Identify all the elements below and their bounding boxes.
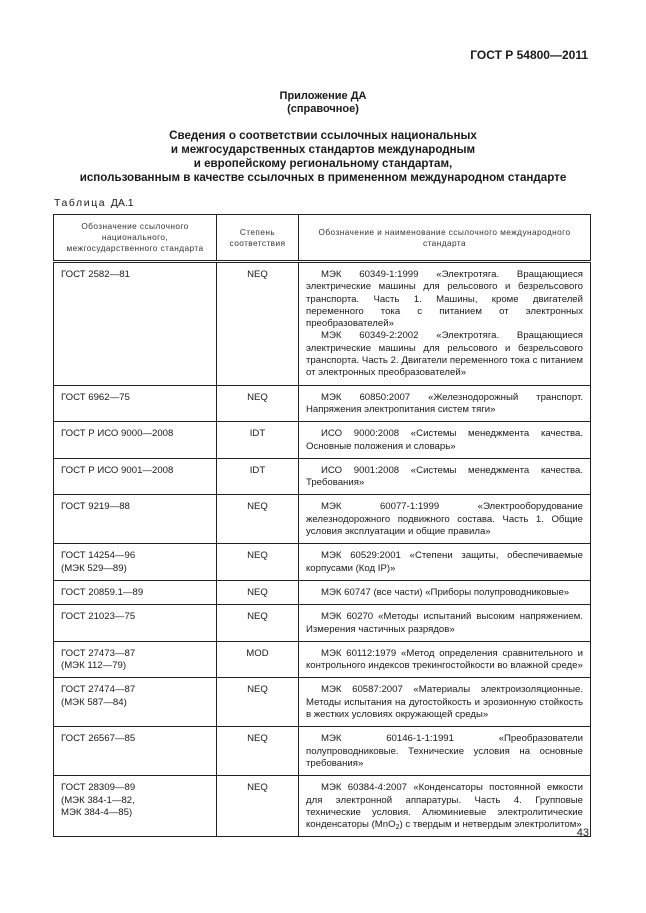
column-header-degree: Степень соответствия [217, 215, 299, 262]
table-row [54, 422, 591, 459]
table-row [54, 727, 591, 776]
heading-line: и европейскому региональному стандартам, [193, 157, 453, 170]
international-standard-cell: ИСО 9001:2008 «Системы менеджмента качества. Требования» [299, 458, 591, 495]
international-standard-cell: МЭК 60747 (все части) «Приборы полупроводниковые» [299, 580, 591, 604]
table-row [54, 776, 591, 837]
national-standard-cell: ГОСТ 28309—89 (МЭК 384-1—82, МЭК 384-4—85) [54, 776, 217, 837]
international-standard-cell: МЭК 60077-1:1999 «Электрооборудование железнодорожного подвижного состава. Часть 1. Общие условия эксплуатации и общие правила» [299, 495, 591, 544]
degree-cell: MOD [217, 641, 299, 678]
table-caption-word: Таблица [54, 197, 107, 209]
degree-cell: NEQ [217, 727, 299, 776]
international-standard-cell: МЭК 60270 «Методы испытаний высоким напряжением. Измерения частичных разрядов» [299, 605, 591, 642]
appendix-title: Приложение ДА [279, 90, 367, 102]
international-standard-cell: МЭК 60146-1-1:1991 «Преобразователи полупроводниковые. Технические условия на основные требования» [299, 727, 591, 776]
section-heading [0, 129, 646, 185]
international-standard-cell: МЭК 60850:2007 «Железнодорожный транспорт. Напряжения электропитания систем тяги» [299, 385, 591, 422]
heading-line: Сведения о соответствии ссылочных национальных [169, 129, 477, 142]
table-row [54, 678, 591, 727]
degree-cell: NEQ [217, 776, 299, 837]
international-standard-cell: МЭК 60112:1979 «Метод определения сравнительного и контрольного индексов трекингостойкости во влажной среде» [299, 641, 591, 678]
international-standard-cell: МЭК 60587:2007 «Материалы электроизоляционные. Методы испытания на дугостойкость и эрозионную стойкость в жестких условиях окружающей среды» [299, 678, 591, 727]
page-number: 43 [576, 827, 589, 839]
national-standard-cell: ГОСТ 27474—87 (МЭК 587—84) [54, 678, 217, 727]
degree-cell: NEQ [217, 385, 299, 422]
national-standard-cell: ГОСТ 26567—85 [54, 727, 217, 776]
table-row [54, 580, 591, 604]
degree-cell: NEQ [217, 580, 299, 604]
table-row [54, 605, 591, 642]
degree-cell: NEQ [217, 678, 299, 727]
table-row [54, 458, 591, 495]
column-header-international-standard: Обозначение и наименование ссылочного международного стандарта [299, 215, 591, 262]
table-header-row [54, 215, 591, 262]
national-standard-cell: ГОСТ 9219—88 [54, 495, 217, 544]
heading-line: использованным в качестве ссылочных в примененном международном стандарте [79, 171, 567, 184]
degree-cell: NEQ [217, 544, 299, 581]
international-standard-cell: МЭК 60384-4:2007 «Конденсаторы постоянной емкости для электронной аппаратуры. Часть 4. Групповые технические условия. Алюминиевые электролитические конденсаторы (MnO$_2$) с твердым и нетвердым электролитом» [299, 776, 591, 837]
appendix-subtitle: (справочное) [287, 103, 359, 115]
national-standard-cell: ГОСТ Р ИСО 9001—2008 [54, 458, 217, 495]
degree-cell: IDT [217, 458, 299, 495]
table-row [54, 544, 591, 581]
degree-cell: NEQ [217, 262, 299, 386]
table-caption [54, 197, 134, 209]
table-row [54, 262, 591, 386]
table-row [54, 385, 591, 422]
national-standard-cell: ГОСТ 14254—96 (МЭК 529—89) [54, 544, 217, 581]
national-standard-cell: ГОСТ Р ИСО 9000—2008 [54, 422, 217, 459]
table-caption-number: ДА.1 [110, 197, 134, 209]
reference-standards-table [53, 214, 591, 837]
degree-cell: NEQ [217, 495, 299, 544]
national-standard-cell: ГОСТ 2582—81 [54, 262, 217, 386]
degree-cell: NEQ [217, 605, 299, 642]
degree-cell: IDT [217, 422, 299, 459]
table-row [54, 641, 591, 678]
appendix-title-block [0, 90, 646, 116]
international-standard-cell: МЭК 60529:2001 «Степени защиты, обеспечиваемые корпусами (Код IP)» [299, 544, 591, 581]
international-standard-cell: МЭК 60349-1:1999 «Электротяга. Вращающиеся электрические машины для рельсового и безрельсового транспорта. Часть 1. Машины, кроме двигателей переменного тока с питанием от электронных преобразователей» МЭК 60349-2:2002 «Электротяга. Вращающиеся электрические машины для рельсового и безрельсового транспорта. Часть 2. Двигатели переменного тока с питанием от электронных преобразователей» [299, 262, 591, 386]
table-row [54, 495, 591, 544]
national-standard-cell: ГОСТ 6962—75 [54, 385, 217, 422]
document-code: ГОСТ Р 54800—2011 [470, 48, 588, 62]
national-standard-cell: ГОСТ 20859.1—89 [54, 580, 217, 604]
national-standard-cell: ГОСТ 21023—75 [54, 605, 217, 642]
international-standard-cell: ИСО 9000:2008 «Системы менеджмента качества. Основные положения и словарь» [299, 422, 591, 459]
national-standard-cell: ГОСТ 27473—87 (МЭК 112—79) [54, 641, 217, 678]
heading-line: и межгосударственных стандартов международным [170, 143, 476, 156]
column-header-national-standard: Обозначение ссылочного национального, межгосударственного стандарта [54, 215, 217, 262]
